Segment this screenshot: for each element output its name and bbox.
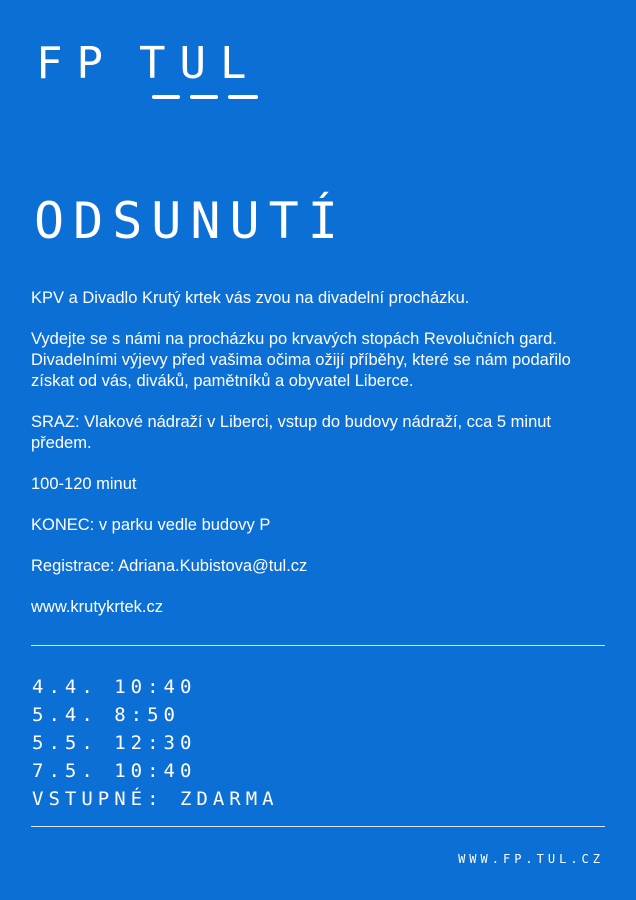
fp-tul-logo xyxy=(36,38,261,102)
footer-url: WWW.FP.TUL.CZ xyxy=(458,852,604,866)
logo-underline-u xyxy=(190,95,218,99)
schedule-row: 7.5. 10:40 xyxy=(32,760,197,782)
logo-fp-text: FP xyxy=(36,38,117,89)
admission-note: VSTUPNÉ: ZDARMA xyxy=(32,788,279,810)
divider-bottom xyxy=(31,826,605,827)
schedule-row: 5.4. 8:50 xyxy=(32,704,180,726)
website: www.krutykrtek.cz xyxy=(31,598,164,616)
duration: 100-120 minut xyxy=(31,475,137,493)
divider-top xyxy=(31,645,605,646)
intro-paragraph: KPV a Divadlo Krutý krtek vás zvou na divadelní procházku. xyxy=(31,289,470,307)
logo-underline-l xyxy=(228,95,258,99)
meeting-point: SRAZ: Vlakové nádraží v Liberci, vstup do budovy nádraží, cca 5 minut předem. xyxy=(31,413,552,452)
description-paragraph: Vydejte se s námi na procházku po krvavých stopách Revolučních gard. Divadelními výjevy před vašima očima ožijí příběhy, které se nám podařilo získat od vás, diváků, pamětníků a obyvatel Liberce. xyxy=(31,330,571,390)
end-point: KONEC: v parku vedle budovy P xyxy=(31,516,271,534)
event-description xyxy=(31,288,611,638)
schedule-row: 4.4. 10:40 xyxy=(32,676,197,698)
logo-underline-t xyxy=(152,95,180,99)
logo-tul-text: TUL xyxy=(138,38,261,89)
registration: Registrace: Adriana.Kubistova@tul.cz xyxy=(31,557,308,575)
schedule-list xyxy=(32,673,279,813)
schedule-row: 5.5. 12:30 xyxy=(32,732,197,754)
event-title: ODSUNUTÍ xyxy=(34,192,347,250)
